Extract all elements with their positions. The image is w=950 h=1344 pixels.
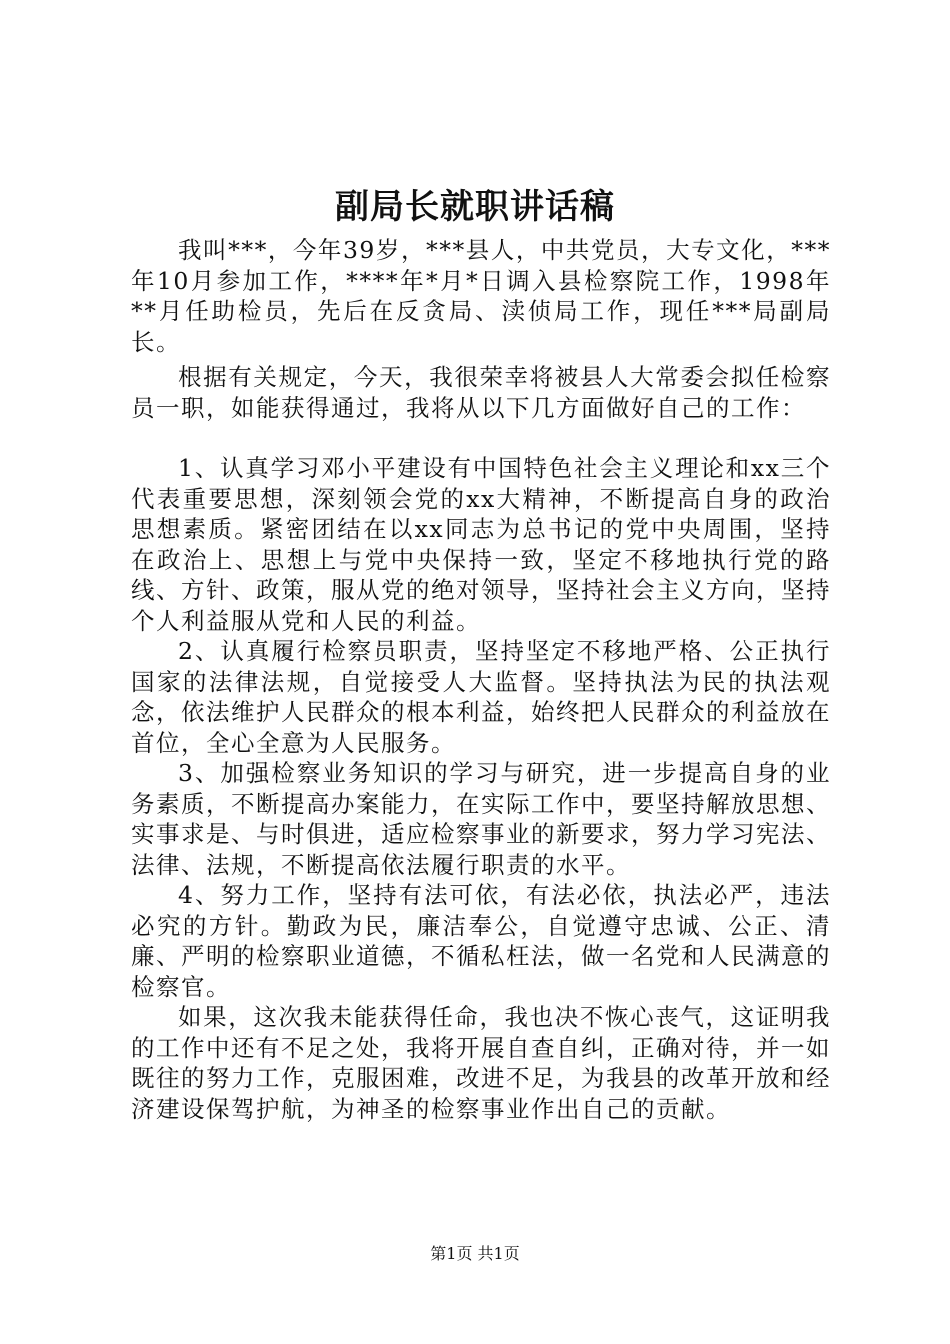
paragraph-closing: 如果，这次我未能获得任命，我也决不恢心丧气，这证明我的工作中还有不足之处，我将开展自查自纠，正确对待，并一如既往的努力工作，克服困难，改进不足，为我县的改革开放和经济建设保驾护航，为神圣的检察事业作出自己的贡献。: [131, 1003, 831, 1123]
paragraph-item-3: 3、加强检察业务知识的学习与研究，进一步提高自身的业务素质，不断提高办案能力，在实际工作中，要坚持解放思想、实事求是、与时俱进，适应检察事业的新要求，努力学习宪法、法律、法规，不断提高依法履行职责的水平。: [131, 759, 831, 879]
paragraph-statement: 根据有关规定，今天，我很荣幸将被县人大常委会拟任检察员一职，如能获得通过，我将从以下几方面做好自己的工作：: [131, 363, 831, 422]
page-footer: 第1页 共1页: [430, 1244, 520, 1263]
commitments-block: [131, 453, 831, 1124]
document-title: 副局长就职讲话稿: [335, 187, 615, 227]
paragraph-item-4: 4、努力工作，坚持有法可依，有法必依，执法必严，违法必究的方针。勤政为民，廉洁奉公，自觉遵守忠诚、公正、清廉、严明的检察职业道德，不循私枉法，做一名党和人民满意的检察官。: [131, 881, 831, 1001]
paragraph-item-1: 1、认真学习邓小平建设有中国特色社会主义理论和xx三个代表重要思想，深刻领会党的xx大精神，不断提高自身的政治思想素质。紧密团结在以xx同志为总书记的党中央周围，坚持在政治上、思想上与党中央保持一致，坚定不移地执行党的路线、方针、政策，服从党的绝对领导，坚持社会主义方向，坚持个人利益服从党和人民的利益。: [131, 454, 831, 635]
paragraph-intro: 我叫***，今年39岁，***县人，中共党员，大专文化，***年10月参加工作，****年*月*日调入县检察院工作，1998年**月任助检员，先后在反贪局、渎侦局工作，现任***局副局长。: [131, 236, 831, 356]
statement-paragraph-block: [131, 362, 831, 423]
paragraph-item-2: 2、认真履行检察员职责，坚持坚定不移地严格、公正执行国家的法律法规，自觉接受人大监督。坚持执法为民的执法观念，依法维护人民群众的根本利益，始终把人民群众的利益放在首位，全心全意为人民服务。: [131, 637, 831, 757]
intro-paragraph-block: [131, 235, 831, 357]
